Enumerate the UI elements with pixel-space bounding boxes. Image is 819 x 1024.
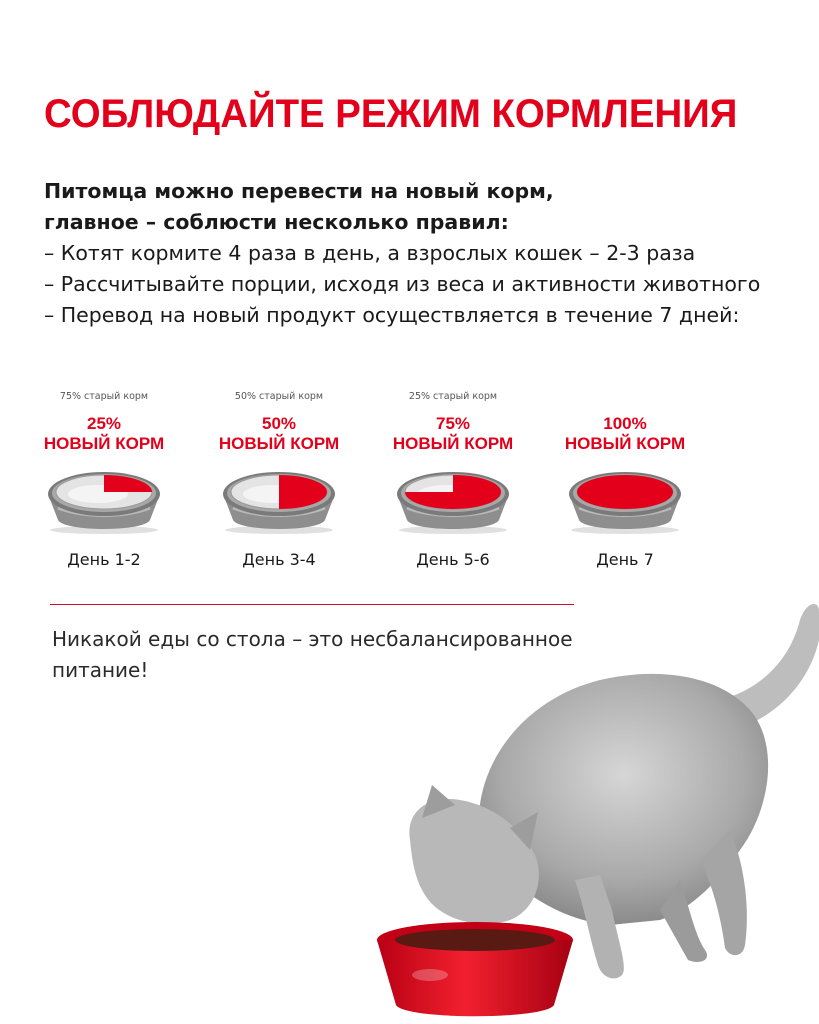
food-bowl-icon — [393, 468, 513, 534]
warning-note: Никакой еды со стола – это несбалансированное питание! — [52, 627, 573, 682]
new-food-label: НОВЫЙ КОРМ — [218, 434, 340, 453]
new-food-sector — [104, 475, 152, 492]
new-food-label: НОВЫЙ КОРМ — [564, 434, 686, 453]
new-food-percent: 50% — [261, 414, 297, 433]
intro-line-1: Питомца можно перевести на новый корм, — [44, 179, 554, 203]
food-bowl-icon — [44, 468, 164, 534]
day-label: День 5-6 — [416, 550, 490, 569]
intro-text — [44, 176, 814, 331]
new-food-sector — [577, 475, 673, 509]
feeding-stage-1 — [39, 390, 169, 569]
red-bowl-body — [377, 940, 573, 1016]
old-food-label: 75% старый корм — [59, 391, 149, 402]
new-food-label: НОВЫЙ КОРМ — [43, 434, 165, 453]
red-bowl-food — [395, 929, 555, 951]
new-food-percent: 100% — [603, 414, 647, 433]
rule-item: – Перевод на новый продукт осуществляется в течение 7 дней: — [44, 303, 740, 327]
new-food-percent: 25% — [86, 414, 122, 433]
new-food-percent: 75% — [435, 414, 471, 433]
rule-item: – Рассчитывайте порции, исходя из веса и активности животного — [44, 272, 761, 296]
day-label: День 1-2 — [67, 550, 141, 569]
day-label: День 7 — [596, 550, 654, 569]
feeding-stage-2 — [214, 390, 344, 569]
food-bowl-icon — [219, 468, 339, 534]
red-bowl-highlight — [412, 969, 448, 981]
cat-eating-illustration — [360, 580, 819, 1024]
old-food-label: 50% старый корм — [234, 391, 324, 402]
old-food-label — [560, 390, 690, 404]
page-title: СОБЛЮДАЙТЕ РЕЖИМ КОРМЛЕНИЯ — [44, 92, 738, 136]
new-food-label: НОВЫЙ КОРМ — [392, 434, 514, 453]
food-bowl-icon — [565, 468, 685, 534]
feeding-stage-3 — [388, 390, 518, 569]
intro-line-2: главное – соблюсти несколько правил: — [44, 210, 509, 234]
day-label: День 3-4 — [242, 550, 316, 569]
rule-item: – Котят кормите 4 раза в день, а взрослых кошек – 2-3 раза — [44, 241, 696, 265]
feeding-stage-4 — [560, 390, 690, 569]
old-food-label: 25% старый корм — [408, 391, 498, 402]
